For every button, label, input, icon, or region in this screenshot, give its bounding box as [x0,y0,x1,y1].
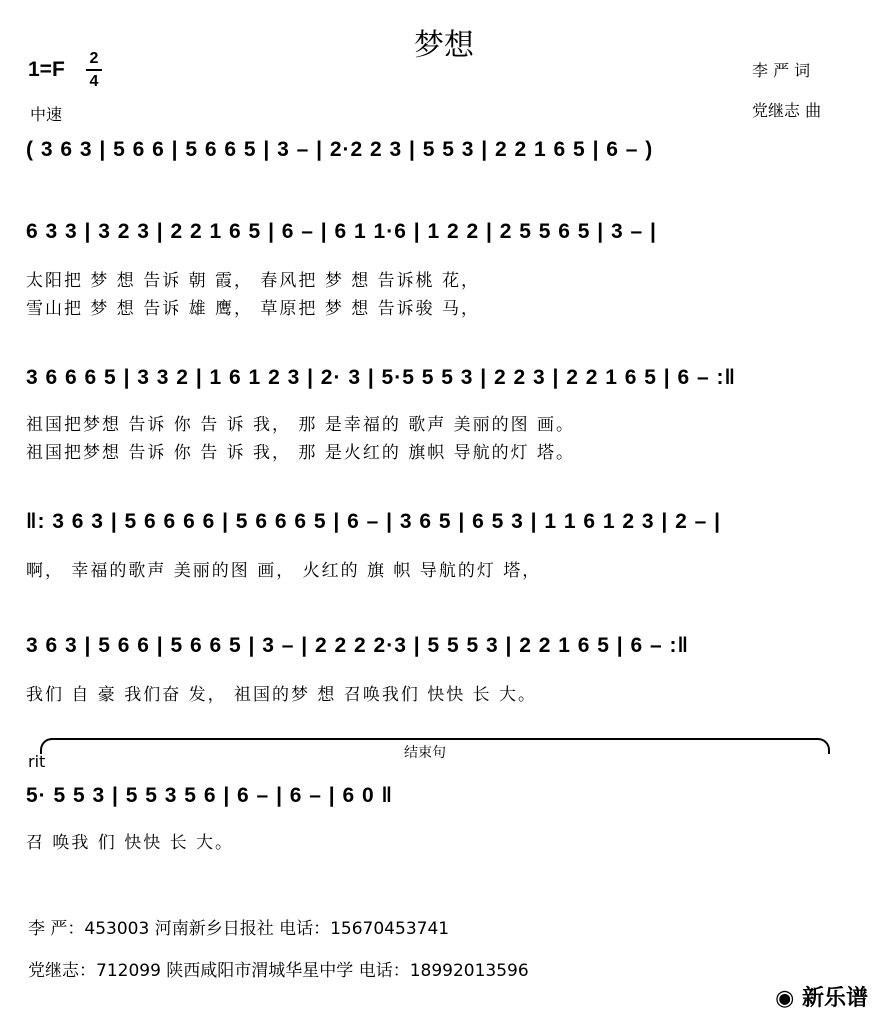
contact-composer: 党继志：712099 陕西咸阳市渭城华星中学 电话：18992013596 [28,961,529,981]
key-signature: 1=F [28,58,65,81]
score-line-3 [26,366,866,406]
score-line-2 [26,220,866,260]
lyricist-credit: 李 严 词 [752,61,811,80]
ending-phrase-label: 结束句 [404,745,446,761]
notation-line-6: 5· 5 5 3 | 5 5 3 5 6 | 6 – | 6 – | 6 0 ‖ [26,784,393,807]
site-watermark-logo [775,981,868,1012]
notation-line-2: 6 3 3 | 3 2 3 | 2 2 1 6 5 | 6 – | 6 1 1·6 | 1 2 2 | 2 5 5 6 5 | 3 – | [26,220,657,243]
score-line-4 [26,510,866,550]
lyric-line-5: 我们 自 豪 我们奋 发， 祖国的梦 想 召唤我们 快快 长 大。 [26,685,538,705]
watermark-text: 新乐谱 [801,986,868,1011]
time-denominator: 4 [86,69,102,92]
notation-line-5: 3 6 3 | 5 6 6 | 5 6 6 5 | 3 – | 2 2 2 2·3 | 5 5 5 3 | 2 2 1 6 5 | 6 – :‖ [26,634,689,657]
lyric-line-2-verse-2: 雪山把 梦 想 告诉 雄 鹰， 草原把 梦 想 告诉骏 马， [26,299,481,319]
score-line-1 [26,138,866,178]
notation-line-1: ( 3 6 3 | 5 6 6 | 5 6 6 5 | 3 – | 2·2 2 3 | 5 5 3 | 2 2 1 6 5 | 6 – ) [26,138,654,161]
lyric-line-2-verse-1: 太阳把 梦 想 告诉 朝 霞， 春风把 梦 想 告诉桃 花， [26,271,481,291]
tempo-marking: 中速 [30,105,63,124]
song-title: 梦想 [414,28,474,63]
rit-bracket [40,738,830,754]
disc-icon: ◉ [775,986,795,1011]
lyric-line-3-verse-2: 祖国把梦想 告诉 你 告 诉 我， 那 是火红的 旗帜 导航的灯 塔。 [26,443,576,463]
notation-line-3: 3 6 6 6 5 | 3 3 2 | 1 6 1 2 3 | 2· 3 | 5·5 5 5 3 | 2 2 3 | 2 2 1 6 5 | 6 – :‖ [26,366,736,389]
score-line-5 [26,634,866,674]
time-signature [86,48,102,92]
lyric-line-6: 召 唤我 们 快快 长 大。 [26,833,235,853]
score-line-6 [26,784,866,824]
notation-line-4: ‖: 3 6 3 | 5 6 6 6 6 | 5 6 6 6 5 | 6 – | 3 6 5 | 6 5 3 | 1 1 6 1 2 3 | 2 – | [26,510,722,533]
contact-lyricist: 李 严：453003 河南新乡日报社 电话：15670453741 [28,919,450,939]
lyric-line-4: 啊， 幸福的歌声 美丽的图 画， 火红的 旗 帜 导航的灯 塔， [26,561,542,581]
rit-marking: rit [28,752,46,771]
lyric-line-3-verse-1: 祖国把梦想 告诉 你 告 诉 我， 那 是幸福的 歌声 美丽的图 画。 [26,415,576,435]
time-numerator: 2 [89,50,99,67]
composer-credit: 党继志 曲 [752,101,822,120]
